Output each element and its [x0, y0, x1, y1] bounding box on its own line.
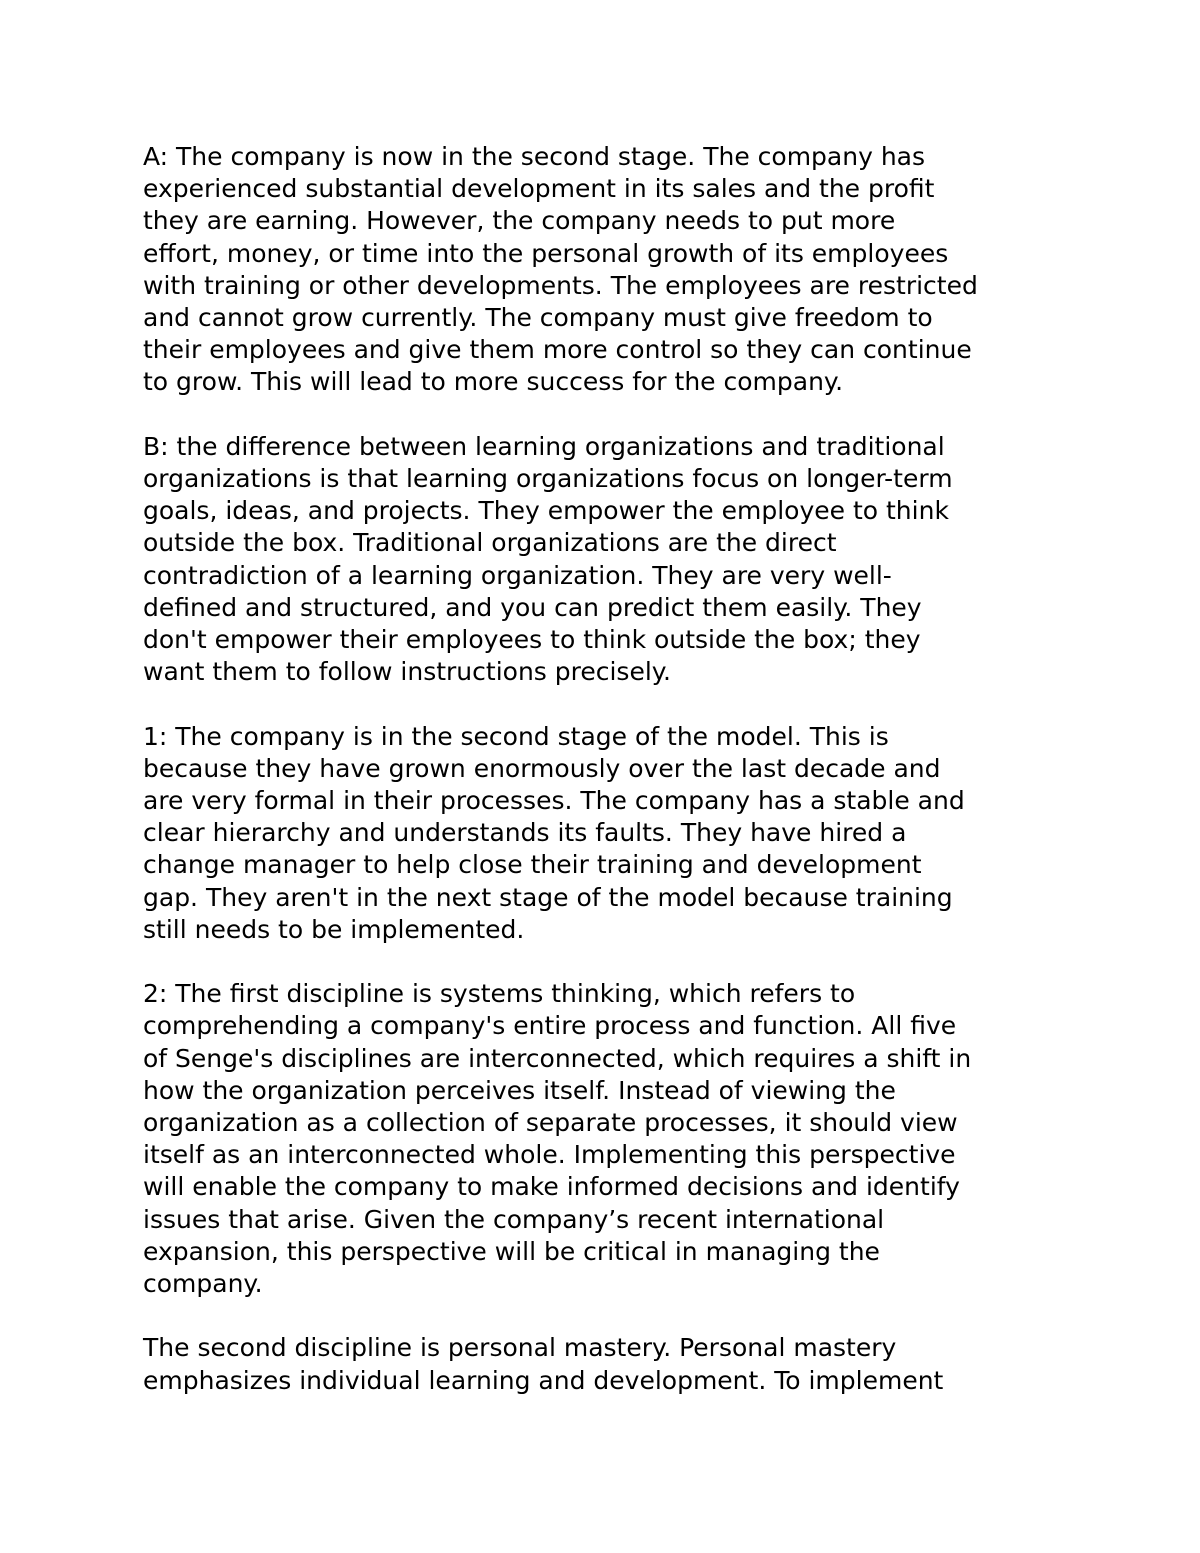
paragraph-b: B: the difference between learning organizations and traditional organizations is that learning organizations focus on longer-term goals, ideas, and projects. They empower the employee to think outside the box. Traditional organizations are the direct contradiction of a learning organization. They are very well- defined and structured, and you can predict them easily. They don't empower their employees to think outside the box; they want them to follow instructions precisely.	[143, 431, 953, 687]
document-body	[143, 141, 1073, 1429]
paragraph-personal-mastery: The second discipline is personal mastery. Personal mastery emphasizes individual learning and development. To implement	[143, 1333, 944, 1395]
paragraph-1: 1: The company is in the second stage of the model. This is because they have grown enormously over the last decade and are very formal in their processes. The company has a stable and clear hierarchy and understands its faults. They have hired a change manager to help close their training and development gap. They aren't in the next stage of the model because training still needs to be implemented.	[143, 721, 965, 944]
paragraph-2: 2: The first discipline is systems thinking, which refers to comprehending a company's entire process and function. All five of Senge's disciplines are interconnected, which requires a shift in how the organization perceives itself. Instead of viewing the organization as a collection of separate processes, it should view itself as an interconnected whole. Implementing this perspective will enable the company to make informed decisions and identify issues that arise. Given the company’s recent international expansion, this perspective will be critical in managing the company.	[143, 979, 972, 1299]
paragraph-a: A: The company is now in the second stage. The company has experienced substantial development in its sales and the profit they are earning. However, the company needs to put more effort, money, or time into the personal growth of its employees with training or other developments. The employees are restricted and cannot grow currently. The company must give freedom to their employees and give them more control so they can continue to grow. This will lead to more success for the company.	[143, 142, 978, 397]
